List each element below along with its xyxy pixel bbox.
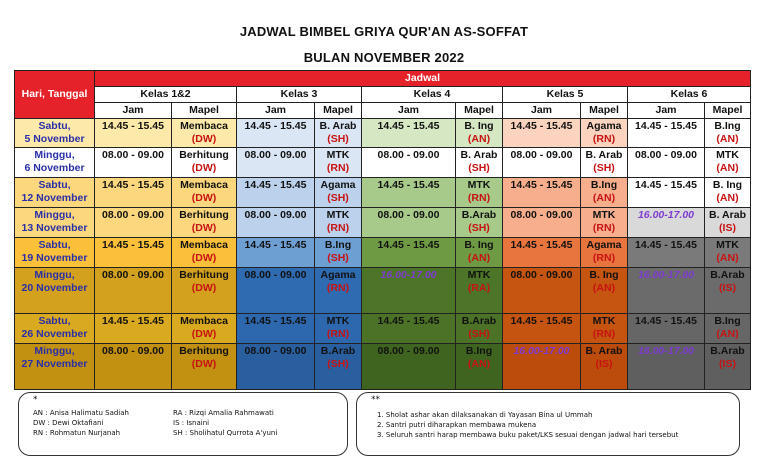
teacher-legend-item: RA : Rizqi Amalia Rahmawati — [173, 409, 274, 417]
subject-cell — [581, 314, 628, 344]
time-cell — [628, 178, 705, 208]
subject-cell — [581, 344, 628, 390]
time-text: 08.00 - 09.00 — [244, 149, 307, 161]
subject-text: B. Ing — [464, 239, 494, 251]
time-text: 14.45 - 15.45 — [102, 315, 164, 327]
day-name: Sabtu, — [38, 179, 71, 191]
teacher-code: (SH) — [468, 162, 490, 174]
time-cell — [95, 314, 172, 344]
time-cell — [503, 148, 581, 178]
teacher-code: (AN) — [592, 192, 616, 204]
note-item: 2. Santri putri diharapkan membawa mukena — [377, 421, 537, 429]
table-row — [15, 119, 751, 148]
subject-cell — [315, 344, 362, 390]
teacher-legend-item: SH : Sholihatul Qurrota A'yuni — [173, 429, 278, 437]
time-cell — [237, 314, 315, 344]
time-text: 14.45 - 15.45 — [510, 239, 573, 251]
subject-text: Agama — [586, 239, 622, 251]
subject-cell — [456, 148, 503, 178]
time-cell — [237, 208, 315, 238]
time-text: 14.45 - 15.45 — [102, 120, 164, 132]
time-text: 08.00 - 09.00 — [377, 149, 440, 161]
date-text: 5 November — [24, 133, 85, 145]
jam-header: Jam — [628, 103, 705, 119]
day-name: Sabtu, — [38, 239, 71, 251]
subject-text: B. Arab — [585, 149, 623, 161]
mapel-header: Mapel — [456, 103, 503, 119]
subject-text: B.Ing — [590, 179, 618, 191]
teacher-code: (RN) — [592, 222, 616, 234]
subject-cell — [315, 178, 362, 208]
subject-text: B. Ing — [589, 269, 619, 281]
subject-cell — [705, 119, 751, 148]
subject-text: Agama — [320, 179, 356, 191]
subject-cell — [315, 268, 362, 314]
subject-text: Agama — [320, 269, 356, 281]
date-text: 26 November — [21, 328, 88, 340]
mapel-header: Mapel — [581, 103, 628, 119]
subject-text: B. Arab — [709, 209, 746, 221]
teacher-legend-item: DW : Dewi Oktafiani — [33, 419, 104, 427]
teacher-code: (IS) — [719, 358, 736, 370]
time-cell — [503, 208, 581, 238]
date-text: 20 November — [21, 282, 88, 294]
time-text: 14.45 - 15.45 — [635, 120, 697, 132]
subject-text: Agama — [586, 120, 622, 132]
mapel-header: Mapel — [705, 103, 751, 119]
time-text: 08.00 - 09.00 — [102, 345, 164, 357]
time-text: 14.45 - 15.45 — [244, 315, 307, 327]
date-text: 27 November — [21, 358, 88, 370]
time-cell — [503, 119, 581, 148]
time-text: 14.45 - 15.45 — [244, 120, 307, 132]
subject-text: Membaca — [180, 120, 228, 132]
time-cell — [628, 148, 705, 178]
time-cell — [503, 178, 581, 208]
subject-text: Berhitung — [179, 209, 229, 221]
class-header: Kelas 3 — [237, 87, 362, 103]
time-cell — [503, 314, 581, 344]
time-cell — [95, 238, 172, 268]
date-text: 6 November — [24, 162, 85, 174]
time-cell — [237, 238, 315, 268]
teacher-code: (RN) — [326, 282, 350, 294]
subject-text: Membaca — [180, 179, 228, 191]
subject-text: B.Ing — [324, 239, 352, 251]
subject-cell — [581, 119, 628, 148]
subject-cell — [172, 119, 237, 148]
subject-text: B.Arab — [461, 315, 497, 327]
teacher-code: (IS) — [595, 358, 613, 370]
teacher-legend-item: AN : Anisa Halimatu Sadiah — [33, 409, 129, 417]
time-text: 14.45 - 15.45 — [377, 120, 440, 132]
time-text: 14.45 - 15.45 — [102, 179, 164, 191]
teacher-code: (SH) — [468, 222, 490, 234]
time-text: 08.00 - 09.00 — [377, 345, 440, 357]
teacher-code: (AN) — [467, 133, 491, 145]
time-cell — [95, 148, 172, 178]
time-text: 16.00-17.00 — [637, 345, 695, 357]
time-cell — [503, 344, 581, 390]
mapel-header: Mapel — [315, 103, 362, 119]
subject-text: MTK — [467, 179, 491, 191]
subject-cell — [581, 178, 628, 208]
class-header: Kelas 5 — [503, 87, 628, 103]
table-row — [15, 208, 751, 238]
subject-cell — [456, 238, 503, 268]
subject-cell — [315, 148, 362, 178]
teacher-code: (AN) — [716, 133, 739, 145]
notes-legend — [356, 392, 740, 456]
table-row — [15, 314, 751, 344]
teacher-legend-item: IS : Isnaini — [173, 419, 210, 427]
subject-cell — [315, 119, 362, 148]
subject-cell — [172, 268, 237, 314]
day-date-cell — [15, 314, 95, 344]
note-item: 1. Sholat ashar akan dilaksanakan di Yayasan Bina ul Ummah — [377, 411, 593, 419]
subject-cell — [705, 268, 751, 314]
time-cell — [362, 344, 456, 390]
subject-text: B.Ing — [465, 345, 493, 357]
teacher-code: (SH) — [468, 328, 490, 340]
day-name: Minggu, — [34, 269, 75, 281]
time-cell — [362, 314, 456, 344]
subject-text: B.Ing — [714, 315, 741, 327]
subject-cell — [172, 148, 237, 178]
teacher-code: (DW) — [191, 222, 217, 234]
teacher-code: (RN) — [326, 162, 350, 174]
subject-cell — [581, 148, 628, 178]
day-date-cell — [15, 208, 95, 238]
day-name: Sabtu, — [38, 120, 71, 132]
subject-text: Membaca — [180, 315, 228, 327]
time-cell — [503, 268, 581, 314]
subject-text: MTK — [467, 269, 491, 281]
time-text: 14.45 - 15.45 — [102, 239, 164, 251]
teacher-legend — [18, 392, 348, 456]
subject-cell — [581, 208, 628, 238]
subject-cell — [705, 178, 751, 208]
time-cell — [362, 178, 456, 208]
class-header: Kelas 1&2 — [95, 87, 237, 103]
time-text: 08.00 - 09.00 — [510, 269, 573, 281]
time-text: 14.45 - 15.45 — [510, 179, 573, 191]
mapel-header: Mapel — [172, 103, 237, 119]
teacher-code: (SH) — [327, 133, 349, 145]
teacher-code: (RA) — [467, 282, 491, 294]
subject-text: MTK — [326, 149, 350, 161]
time-cell — [237, 344, 315, 390]
subject-text: MTK — [716, 149, 739, 161]
teacher-code: (RN) — [326, 328, 350, 340]
teacher-code: (DW) — [191, 282, 217, 294]
teacher-code: (IS) — [719, 222, 736, 234]
subject-cell — [315, 208, 362, 238]
subject-text: Berhitung — [179, 345, 229, 357]
teacher-code: (AN) — [467, 252, 491, 264]
subject-cell — [456, 314, 503, 344]
time-cell — [362, 268, 456, 314]
subject-cell — [172, 178, 237, 208]
time-cell — [237, 178, 315, 208]
time-cell — [628, 344, 705, 390]
day-date-cell — [15, 238, 95, 268]
class-header: Kelas 4 — [362, 87, 503, 103]
page-title: JADWAL BIMBEL GRIYA QUR'AN AS-SOFFAT — [239, 24, 529, 39]
time-text: 16.00-17.00 — [380, 269, 437, 281]
subject-cell — [581, 268, 628, 314]
jam-header: Jam — [362, 103, 456, 119]
table-row — [15, 344, 751, 390]
table-row — [15, 268, 751, 314]
jadwal-header: Jadwal — [95, 71, 751, 87]
table-row — [15, 238, 751, 268]
subject-text: MTK — [326, 315, 350, 327]
time-text: 14.45 - 15.45 — [377, 315, 440, 327]
subject-cell — [172, 314, 237, 344]
time-cell — [237, 148, 315, 178]
teacher-code: (RN) — [592, 328, 616, 340]
teacher-code: (SH) — [327, 192, 349, 204]
time-text: 08.00 - 09.00 — [244, 209, 307, 221]
time-cell — [628, 208, 705, 238]
time-text: 08.00 - 09.00 — [377, 209, 440, 221]
subject-cell — [705, 314, 751, 344]
table-row — [15, 148, 751, 178]
subject-cell — [705, 148, 751, 178]
teacher-code: (SH) — [327, 252, 349, 264]
page-subtitle: BULAN NOVEMBER 2022 — [303, 50, 465, 65]
time-text: 08.00 - 09.00 — [510, 149, 573, 161]
time-cell — [628, 314, 705, 344]
teacher-code: (AN) — [467, 358, 491, 370]
time-text: 14.45 - 15.45 — [244, 179, 307, 191]
table-row — [15, 178, 751, 208]
subject-text: Berhitung — [179, 269, 229, 281]
date-text: 12 November — [21, 192, 88, 204]
time-cell — [237, 268, 315, 314]
time-text: 14.45 - 15.45 — [377, 179, 440, 191]
day-date-cell — [15, 148, 95, 178]
subject-cell — [172, 344, 237, 390]
time-text: 14.45 - 15.45 — [635, 239, 697, 251]
time-text: 08.00 - 09.00 — [635, 149, 697, 161]
time-cell — [362, 119, 456, 148]
teacher-code: (SH) — [327, 358, 349, 370]
subject-cell — [705, 344, 751, 390]
subject-text: Membaca — [180, 239, 228, 251]
day-date-cell — [15, 178, 95, 208]
day-date-cell — [15, 344, 95, 390]
time-text: 08.00 - 09.00 — [102, 269, 164, 281]
date-text: 19 November — [21, 252, 88, 264]
time-cell — [628, 268, 705, 314]
time-cell — [95, 208, 172, 238]
subject-cell — [315, 238, 362, 268]
time-cell — [95, 178, 172, 208]
subject-text: B. Arab — [319, 120, 357, 132]
teacher-code: (AN) — [592, 282, 616, 294]
time-cell — [95, 119, 172, 148]
time-text: 14.45 - 15.45 — [377, 239, 440, 251]
time-text: 08.00 - 09.00 — [244, 269, 307, 281]
teacher-code: (AN) — [716, 192, 739, 204]
time-cell — [503, 238, 581, 268]
subject-cell — [456, 119, 503, 148]
notes-mark: ** — [371, 395, 380, 405]
subject-cell — [456, 208, 503, 238]
subject-text: B. Arab — [585, 345, 623, 357]
subject-text: B.Arab — [461, 209, 497, 221]
time-cell — [362, 238, 456, 268]
day-name: Minggu, — [34, 345, 75, 357]
jam-header: Jam — [95, 103, 172, 119]
teacher-code: (RN) — [592, 252, 616, 264]
time-text: 16.00-17.00 — [513, 345, 570, 357]
time-text: 08.00 - 09.00 — [102, 209, 164, 221]
day-name: Sabtu, — [38, 315, 71, 327]
teacher-code: (IS) — [719, 282, 736, 294]
subject-cell — [705, 208, 751, 238]
time-cell — [362, 208, 456, 238]
subject-text: MTK — [716, 239, 739, 251]
teacher-code: (SH) — [593, 162, 615, 174]
note-item: 3. Seluruh santri harap membawa buku paket/LKS sesuai dengan jadwal hari tersebut — [377, 431, 679, 439]
time-text: 16.00-17.00 — [637, 269, 695, 281]
time-text: 14.45 - 15.45 — [510, 315, 573, 327]
subject-cell — [456, 344, 503, 390]
teacher-code: (AN) — [716, 252, 739, 264]
teacher-code: (RN) — [467, 192, 491, 204]
time-text: 14.45 - 15.45 — [635, 179, 697, 191]
time-cell — [237, 119, 315, 148]
time-cell — [362, 148, 456, 178]
teacher-code: (AN) — [716, 162, 739, 174]
jam-header: Jam — [503, 103, 581, 119]
subject-text: B. Ing — [712, 179, 743, 191]
teacher-code: (DW) — [191, 162, 217, 174]
subject-cell — [456, 268, 503, 314]
subject-cell — [172, 208, 237, 238]
teacher-code: (DW) — [191, 192, 217, 204]
time-cell — [628, 119, 705, 148]
day-name: Minggu, — [34, 209, 75, 221]
subject-text: B.Arab — [320, 345, 356, 357]
teacher-code: (DW) — [191, 133, 217, 145]
time-text: 14.45 - 15.45 — [244, 239, 307, 251]
subject-cell — [705, 238, 751, 268]
time-text: 14.45 - 15.45 — [635, 315, 697, 327]
subject-cell — [456, 178, 503, 208]
day-date-cell — [15, 119, 95, 148]
legend-mark: * — [33, 395, 38, 405]
time-cell — [95, 344, 172, 390]
subject-text: B.Arab — [710, 345, 745, 357]
subject-text: B. Ing — [464, 120, 494, 132]
teacher-code: (DW) — [191, 252, 217, 264]
subject-text: B.Arab — [710, 269, 745, 281]
time-text: 14.45 - 15.45 — [510, 120, 573, 132]
time-text: 16.00-17.00 — [637, 209, 695, 221]
subject-text: MTK — [592, 315, 616, 327]
schedule-table — [14, 70, 751, 390]
subject-text: B. Arab — [460, 149, 498, 161]
subject-text: MTK — [326, 209, 350, 221]
subject-cell — [172, 238, 237, 268]
jam-header: Jam — [237, 103, 315, 119]
date-text: 13 November — [21, 222, 88, 234]
time-cell — [95, 268, 172, 314]
time-text: 08.00 - 09.00 — [244, 345, 307, 357]
class-header: Kelas 6 — [628, 87, 751, 103]
teacher-legend-item: RN : Rohmatun Nurjanah — [33, 429, 121, 437]
teacher-code: (AN) — [716, 328, 739, 340]
teacher-code: (DW) — [191, 328, 217, 340]
teacher-code: (RN) — [326, 222, 350, 234]
day-date-cell — [15, 268, 95, 314]
time-text: 08.00 - 09.00 — [510, 209, 573, 221]
time-cell — [628, 238, 705, 268]
subject-cell — [581, 238, 628, 268]
subject-cell — [315, 314, 362, 344]
day-column-header: Hari, Tanggal — [15, 71, 95, 119]
subject-text: MTK — [592, 209, 616, 221]
teacher-code: (RN) — [592, 133, 616, 145]
teacher-code: (DW) — [191, 358, 217, 370]
subject-text: B.Ing — [714, 120, 741, 132]
day-name: Minggu, — [34, 149, 75, 161]
time-text: 08.00 - 09.00 — [102, 149, 164, 161]
subject-text: Berhitung — [179, 149, 229, 161]
